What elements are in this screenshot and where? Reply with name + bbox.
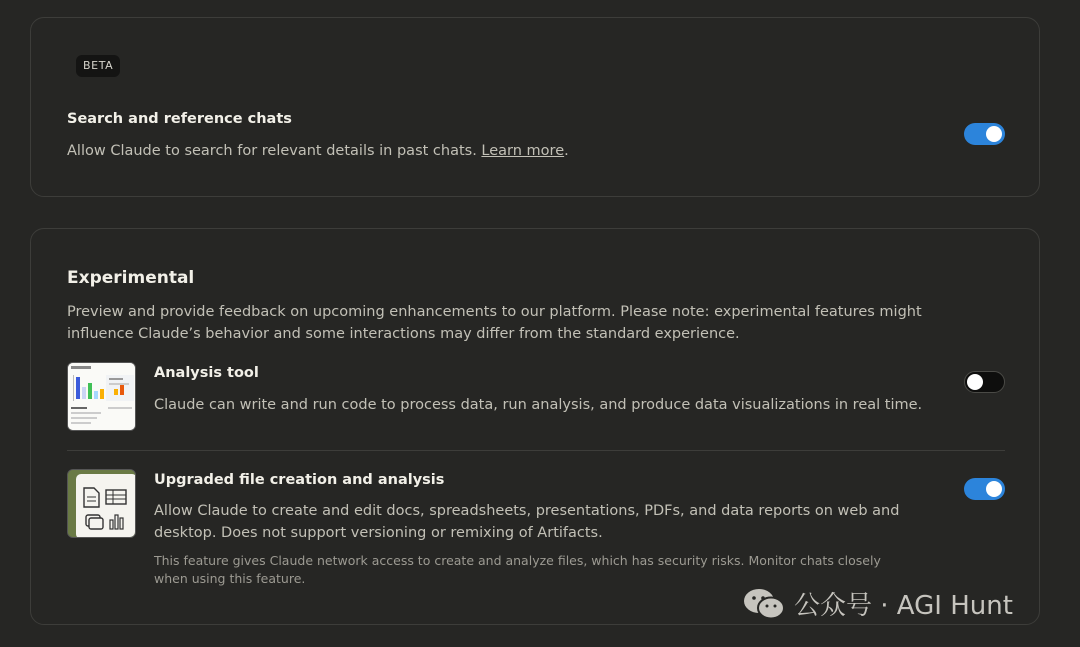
documents-preview-icon bbox=[68, 470, 136, 538]
search-chats-title: Search and reference chats bbox=[67, 111, 292, 127]
beta-badge: BETA bbox=[76, 55, 120, 77]
search-chats-description: Allow Claude to search for relevant details in past chats. Learn more. bbox=[67, 143, 569, 159]
chart-preview-icon bbox=[68, 363, 136, 431]
search-chats-toggle[interactable] bbox=[964, 123, 1005, 145]
wechat-icon bbox=[742, 587, 786, 621]
feature-divider bbox=[67, 450, 1005, 451]
toggle-knob bbox=[967, 374, 983, 390]
file-creation-title: Upgraded file creation and analysis bbox=[154, 472, 445, 488]
experimental-title: Experimental bbox=[67, 268, 195, 288]
watermark-text: 公众号 · AGI Hunt bbox=[794, 591, 1013, 621]
toggle-knob bbox=[986, 481, 1002, 497]
toggle-knob bbox=[986, 126, 1002, 142]
watermark bbox=[742, 585, 1013, 622]
analysis-thumbnail-icon bbox=[67, 362, 136, 431]
analysis-tool-description: Claude can write and run code to process data, run analysis, and produce data visualizations in real time. bbox=[154, 397, 923, 413]
analysis-tool-toggle[interactable] bbox=[964, 371, 1005, 393]
file-creation-toggle[interactable] bbox=[964, 478, 1005, 500]
file-creation-security-note: This feature gives Claude network access to create and analyze files, which has security risks. Monitor chats closely when using this feature. bbox=[154, 553, 881, 586]
learn-more-link[interactable]: Learn more bbox=[481, 143, 565, 159]
experimental-description: Preview and provide feedback on upcoming enhancements to our platform. Please note: experimental features might influence Claude’s behavior and some interactions may differ from the standard experience. bbox=[67, 304, 922, 342]
file-creation-description: Allow Claude to create and edit docs, spreadsheets, presentations, PDFs, and data reports on web and desktop. Does not support versioning or remixing of Artifacts. bbox=[154, 503, 900, 541]
experimental-card bbox=[30, 228, 1040, 625]
analysis-tool-title: Analysis tool bbox=[154, 365, 259, 381]
file-creation-thumbnail-icon bbox=[67, 469, 136, 538]
search-chats-card bbox=[30, 17, 1040, 197]
